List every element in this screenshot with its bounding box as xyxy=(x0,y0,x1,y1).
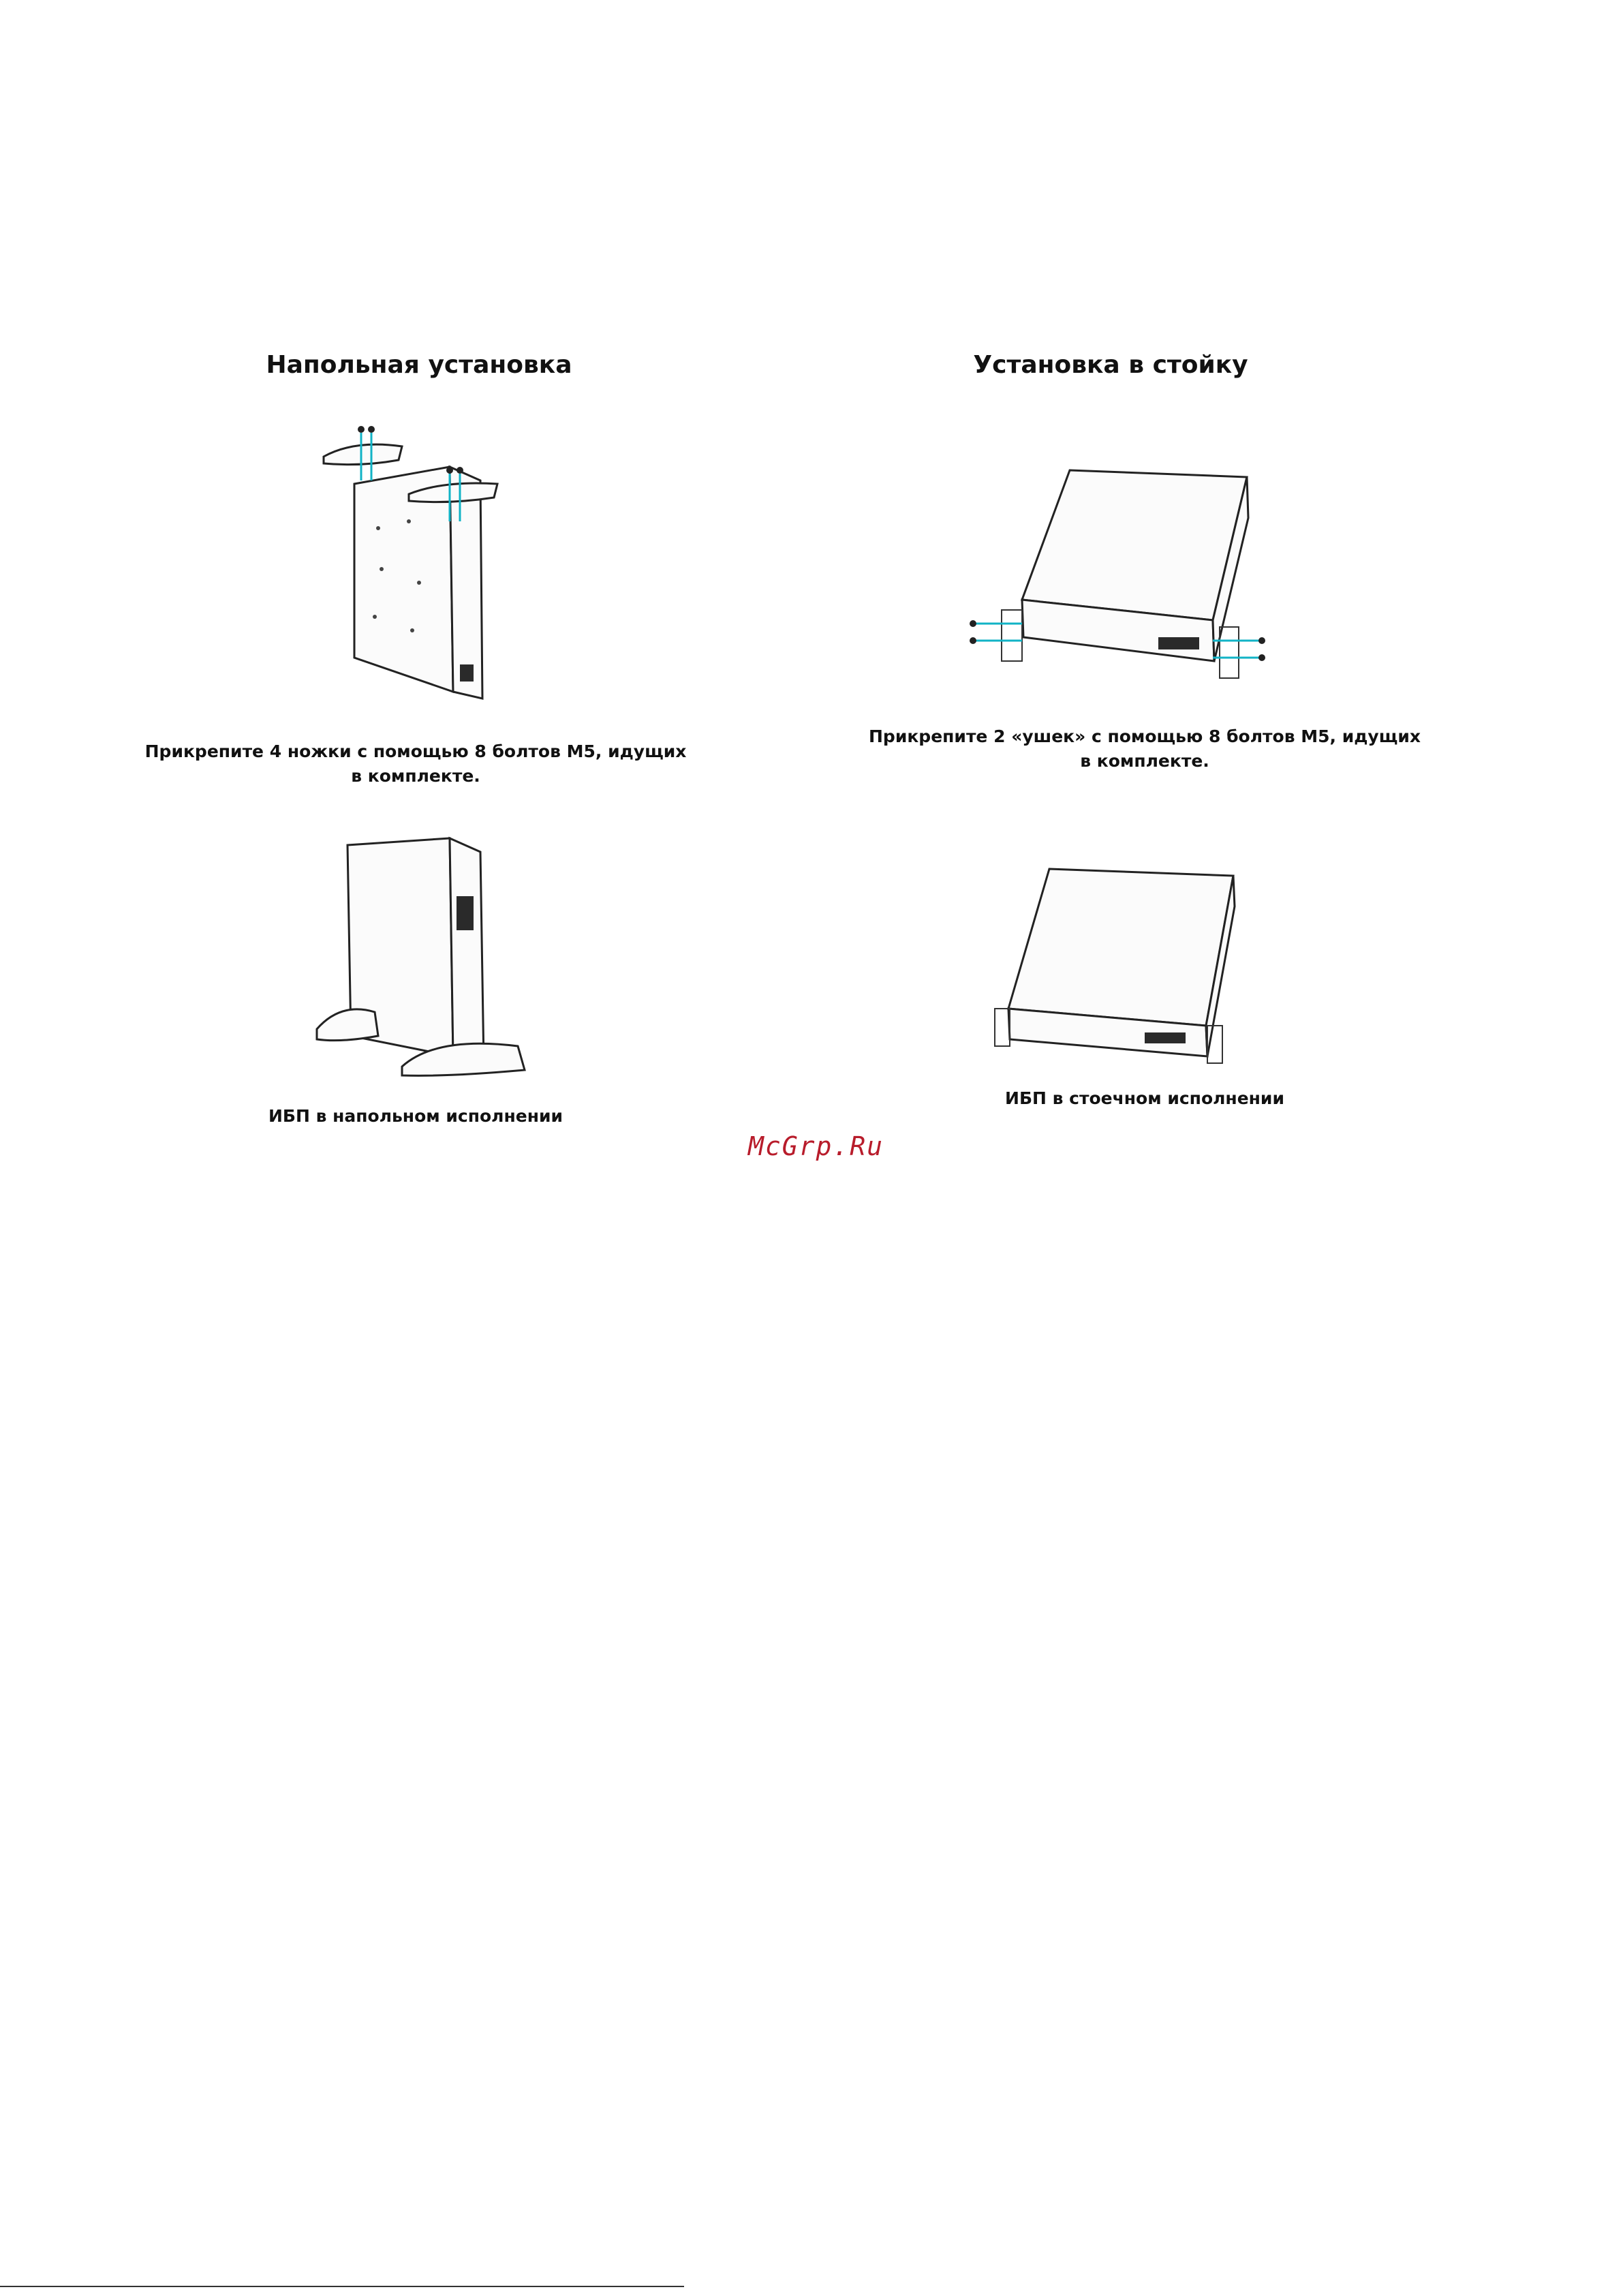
rack-install-heading: Установка в стойку xyxy=(973,351,1248,379)
floor-ups-result-illustration xyxy=(313,831,545,1090)
floor-feet-attach-illustration xyxy=(313,419,531,712)
floor-step-caption: Прикрепите 4 ножки с помощью 8 болтов M5, идущих в комплекте. xyxy=(144,741,687,786)
floor-install-heading: Напольная установка xyxy=(266,351,572,379)
rack-ups-result-illustration xyxy=(988,862,1247,1067)
footer-rule xyxy=(0,2286,684,2287)
rack-ears-attach-illustration xyxy=(968,463,1267,682)
watermark-text: McGrp.Ru xyxy=(748,1131,884,1161)
rack-result-caption: ИБП в стоечном исполнении xyxy=(1005,1088,1284,1108)
floor-result-caption: ИБП в напольном исполнении xyxy=(268,1106,563,1126)
rack-step-caption: Прикрепите 2 «ушек» с помощью 8 болтов M5, идущих в комплекте. xyxy=(869,726,1421,771)
